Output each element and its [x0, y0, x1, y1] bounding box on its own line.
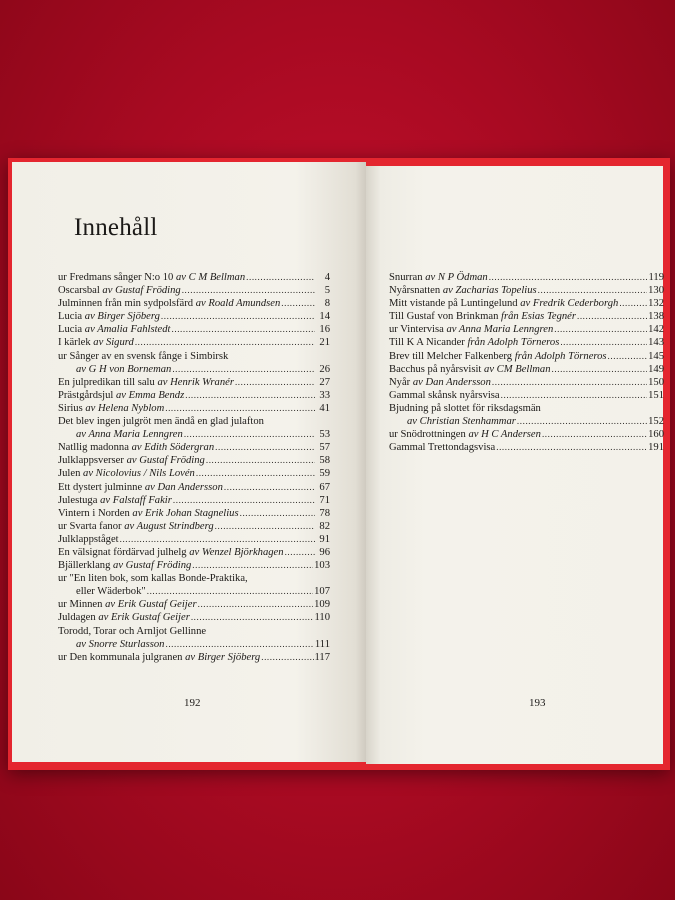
right-page: [366, 166, 663, 764]
toc-entry-author: av Dan Andersson: [412, 376, 491, 388]
toc-leader-dots: [161, 310, 315, 323]
toc-entry: [389, 428, 664, 441]
toc-entry-author: av Erik Johan Stagnelius: [132, 507, 239, 519]
toc-entry-title: [389, 441, 495, 454]
toc-entry-page: 152: [648, 416, 664, 428]
toc-entry-title: [58, 271, 245, 284]
toc-entry-title: [58, 350, 228, 363]
toc-entry-page: 57: [319, 442, 330, 454]
toc-entry-page: 91: [319, 533, 330, 545]
toc-entry-work: Julminnen från min sydpolsfärd: [58, 298, 196, 310]
toc-leader-dots: [172, 323, 316, 336]
toc-entry-author: från Adolph Törneros: [514, 350, 607, 362]
toc-entry-title: [58, 336, 134, 349]
toc-entry: [389, 323, 664, 336]
toc-entry-author: av N P Ödman: [425, 272, 488, 283]
toc-entry: [58, 336, 330, 349]
toc-leader-dots: [501, 389, 647, 402]
toc-entry: [389, 415, 664, 428]
toc-entry-page: 117: [314, 651, 330, 663]
toc-leader-dots: [246, 271, 315, 284]
toc-entry-title: [389, 389, 500, 402]
page-title: Innehåll: [74, 214, 158, 241]
toc-leader-dots: [240, 507, 315, 520]
toc-entry-page: 33: [319, 389, 330, 401]
toc-entry-title: [389, 297, 618, 310]
toc-leader-dots: [191, 611, 314, 624]
toc-entry-page: 82: [319, 520, 330, 532]
toc-leader-dots: [235, 376, 315, 389]
toc-leader-dots: [261, 651, 313, 664]
toc-entry-page: 191: [648, 442, 664, 454]
toc-entry-title: [389, 310, 576, 323]
toc-right-list: [389, 271, 664, 454]
toc-entry: [389, 310, 664, 323]
toc-entry-work: ur Minnen: [58, 599, 106, 611]
toc-entry-work: Bjällerklang: [58, 560, 114, 572]
toc-entry-work: Bacchus på nyårsvisit: [389, 363, 485, 375]
toc-entry-work: Brev till Melcher Falkenberg: [389, 350, 515, 362]
toc-entry-page: 145: [648, 350, 664, 362]
toc-entry-title: [58, 625, 206, 638]
toc-entry: [58, 363, 330, 376]
toc-entry-author: av Sigurd: [93, 337, 134, 349]
toc-entry-title: [58, 402, 164, 415]
toc-leader-dots: [517, 415, 647, 428]
toc-entry-page: 78: [319, 507, 330, 519]
toc-entry-page: 4: [324, 272, 330, 283]
toc-entry-page: 110: [314, 612, 330, 624]
toc-entry-title: [58, 481, 223, 494]
toc-entry-page: 111: [314, 638, 330, 650]
toc-entry-title: [389, 284, 537, 297]
toc-entry-author: av Falstaff Fakir: [100, 494, 172, 506]
toc-leader-dots: [206, 454, 315, 467]
toc-leader-dots: [215, 441, 315, 454]
toc-entry-title: [58, 611, 190, 624]
toc-entry-page: 27: [319, 376, 330, 388]
toc-leader-dots: [492, 376, 647, 389]
toc-entry-title: [58, 428, 183, 441]
toc-entry: [58, 625, 330, 638]
toc-entry-page: 142: [648, 324, 664, 336]
toc-entry-work: ur Vintervisa: [389, 324, 447, 336]
toc-entry: [58, 467, 330, 480]
toc-entry-page: 21: [319, 337, 330, 349]
toc-entry-work: Torodd, Torar och Arnljot Gellinne: [58, 625, 207, 637]
toc-entry-work: Julklappståget: [58, 533, 119, 545]
toc-entry-author: av Emma Bendz: [115, 389, 185, 401]
toc-entry-work: Nyår: [389, 376, 413, 388]
toc-entry: [58, 428, 330, 441]
toc-entry-author: av Erik Gustaf Geijer: [98, 612, 190, 624]
toc-entry-title: [58, 651, 260, 664]
toc-entry-title: [58, 297, 280, 310]
toc-entry-work: Juldagen: [58, 612, 99, 624]
toc-leader-dots: [489, 271, 648, 284]
toc-entry-author: av Erik Gustaf Geijer: [105, 599, 197, 611]
toc-entry-work: ur Den kommunala julgranen: [58, 651, 186, 663]
toc-entry-title: [58, 638, 164, 651]
toc-entry-author: av Birger Sjöberg: [185, 651, 261, 663]
toc-entry-title: [58, 441, 214, 454]
toc-entry: [389, 297, 664, 310]
toc-entry-page: 138: [648, 311, 664, 323]
toc-entry-title: [389, 271, 488, 284]
toc-entry: [58, 559, 330, 572]
toc-entry-author: av H C Andersen: [468, 429, 541, 441]
toc-entry-work: Snurran: [389, 272, 426, 283]
toc-entry: [389, 363, 664, 376]
toc-entry: [58, 481, 330, 494]
toc-entry-page: 107: [314, 586, 330, 598]
toc-entry-work: ur Sånger av en svensk fånge i Simbirsk: [58, 350, 229, 362]
toc-entry-author: av Edith Södergran: [131, 442, 215, 454]
toc-entry: [389, 350, 664, 363]
toc-entry-work: Prästgårdsjul: [58, 389, 116, 401]
toc-entry-title: [58, 507, 239, 520]
toc-entry-page: 132: [648, 298, 664, 310]
toc-entry-title: [58, 363, 171, 376]
toc-entry-work: Till Gustaf von Brinkman: [389, 311, 502, 323]
toc-entry-author: av Gustaf Fröding: [126, 455, 205, 467]
toc-entry-author: av Anna Maria Lenngren: [446, 324, 554, 336]
toc-entry-page: 119: [648, 272, 664, 283]
toc-entry: [58, 454, 330, 467]
toc-entry: [58, 611, 330, 624]
toc-leader-dots: [147, 585, 313, 598]
toc-entry-work: Det blev ingen julgröt men ändå en glad julafton: [58, 416, 264, 428]
toc-entry: [58, 323, 330, 336]
toc-entry-page: 14: [319, 311, 330, 323]
toc-entry-author: av G H von Borneman: [76, 363, 172, 375]
toc-leader-dots: [198, 598, 314, 611]
toc-entry-author: av Nicolovius / Nils Lovén: [83, 468, 195, 480]
toc-entry: [58, 533, 330, 546]
toc-entry: [58, 402, 330, 415]
toc-leader-dots: [182, 284, 315, 297]
toc-entry-page: 16: [319, 324, 330, 336]
toc-entry-work: Lucia: [58, 311, 85, 323]
toc-leader-dots: [173, 494, 315, 507]
toc-entry-title: [58, 559, 191, 572]
toc-entry-work: Julestuga: [58, 494, 101, 506]
toc-entry-author: av Gustaf Fröding: [113, 560, 192, 572]
toc-entry-title: [58, 546, 284, 559]
toc-entry-title: [389, 402, 541, 415]
toc-entry-author: av Henrik Wranér: [157, 376, 234, 388]
toc-entry-title: [389, 376, 491, 389]
toc-entry-work: ur Svarta fanor: [58, 520, 125, 532]
toc-entry-title: [58, 454, 205, 467]
toc-entry-work: Lucia: [58, 324, 85, 336]
toc-entry-work: Julen: [58, 468, 84, 480]
toc-entry-page: 53: [319, 429, 330, 441]
toc-entry-author: av CM Bellman: [484, 363, 551, 375]
toc-entry-author: av Amalia Fahlstedt: [84, 324, 171, 336]
toc-entry-page: 58: [319, 455, 330, 467]
toc-entry-author: av Wenzel Björkhagen: [189, 546, 284, 558]
toc-entry-title: [389, 428, 541, 441]
toc-entry: [58, 546, 330, 559]
toc-leader-dots: [184, 428, 315, 441]
toc-entry-title: [58, 376, 234, 389]
toc-leader-dots: [120, 533, 315, 546]
toc-entry-work: Oscarsbal: [58, 285, 103, 297]
toc-entry: [58, 271, 330, 284]
toc-entry-page: 151: [648, 389, 664, 401]
toc-entry: [58, 415, 330, 428]
toc-entry-title: [58, 284, 181, 297]
toc-entry-page: 59: [319, 468, 330, 480]
toc-entry-title: [389, 323, 553, 336]
toc-entry-work: eller Wäderbok": [76, 586, 146, 598]
toc-entry: [389, 402, 664, 415]
toc-leader-dots: [560, 336, 647, 349]
toc-entry-author: av Helena Nyblom: [85, 402, 165, 414]
toc-entry-title: [58, 323, 171, 336]
toc-entry-work: Ett dystert julminne: [58, 481, 145, 493]
toc-entry-work: Bjudning på slottet för riksdagsmän: [389, 402, 541, 414]
toc-leader-dots: [538, 284, 647, 297]
toc-leader-dots: [192, 559, 313, 572]
toc-leader-dots: [542, 428, 647, 441]
toc-entry-page: 71: [319, 494, 330, 506]
toc-entry: [58, 284, 330, 297]
toc-entry-work: En välsignat fördärvad julhelg: [58, 546, 190, 558]
toc-entry-title: [58, 533, 119, 546]
toc-entry-title: [58, 585, 146, 598]
toc-entry-title: [58, 572, 248, 585]
toc-leader-dots: [165, 402, 315, 415]
toc-entry: [58, 350, 330, 363]
toc-entry-author: av Dan Andersson: [144, 481, 223, 493]
toc-entry-page: 130: [648, 285, 664, 297]
toc-entry-author: av August Strindberg: [124, 520, 214, 532]
toc-leader-dots: [285, 546, 315, 559]
toc-entry-title: [389, 415, 516, 428]
toc-entry: [389, 441, 664, 454]
toc-leader-dots: [172, 363, 315, 376]
toc-entry: [58, 585, 330, 598]
toc-entry-page: 109: [314, 599, 330, 611]
toc-entry: [58, 572, 330, 585]
toc-entry: [58, 520, 330, 533]
toc-leader-dots: [215, 520, 315, 533]
toc-entry-page: 96: [319, 546, 330, 558]
toc-entry: [389, 271, 664, 284]
toc-entry: [389, 376, 664, 389]
toc-entry: [389, 336, 664, 349]
toc-entry: [58, 494, 330, 507]
toc-entry-page: 5: [324, 285, 330, 297]
toc-entry-work: Vintern i Norden: [58, 507, 133, 519]
toc-entry: [58, 598, 330, 611]
toc-entry-work: I kärlek: [58, 337, 94, 349]
toc-entry: [58, 297, 330, 310]
toc-entry-page: 149: [648, 363, 664, 375]
toc-entry-title: [58, 415, 264, 428]
toc-leader-dots: [185, 389, 315, 402]
toc-leader-dots: [281, 297, 315, 310]
toc-entry-work: ur "En liten bok, som kallas Bonde-Praktika,: [58, 573, 248, 585]
toc-entry: [58, 389, 330, 402]
toc-entry-page: 26: [319, 363, 330, 375]
toc-entry: [58, 651, 330, 664]
toc-entry-page: 150: [648, 376, 664, 388]
toc-leader-dots: [165, 638, 313, 651]
toc-entry-work: ur Fredmans sånger N:o 10: [58, 272, 176, 283]
toc-entry-work: En julpredikan till salu: [58, 376, 158, 388]
toc-entry: [58, 310, 330, 323]
toc-leader-dots: [608, 350, 648, 363]
toc-entry-title: [389, 363, 551, 376]
toc-entry-page: 8: [324, 298, 330, 310]
right-page-number: 193: [529, 697, 546, 709]
toc-entry-author: från Esias Tegnér: [501, 311, 576, 323]
toc-entry-author: av Birger Sjöberg: [84, 311, 160, 323]
toc-leader-dots: [196, 467, 315, 480]
toc-entry-author: av Fredrik Cederborgh: [520, 298, 619, 310]
toc-entry-work: Gammal Trettondagsvisa: [389, 442, 496, 454]
toc-entry-page: 103: [314, 560, 330, 572]
toc-entry: [389, 284, 664, 297]
toc-entry-page: 67: [319, 481, 330, 493]
toc-entry-title: [58, 310, 160, 323]
toc-entry-work: Natllig madonna: [58, 442, 132, 454]
toc-leader-dots: [619, 297, 647, 310]
toc-entry-author: av Zacharias Topelius: [442, 285, 537, 297]
toc-entry-work: Mitt vistande på Luntingelund: [389, 298, 521, 310]
toc-entry-title: [58, 389, 184, 402]
toc-leader-dots: [496, 441, 647, 454]
toc-entry-work: Gammal skånsk nyårsvisa: [389, 389, 500, 401]
toc-entry-title: [389, 350, 607, 363]
toc-entry-author: från Adolph Törneros: [467, 337, 560, 349]
toc-entry-title: [58, 598, 197, 611]
toc-entry-work: ur Snödrottningen: [389, 429, 469, 441]
toc-entry-author: av Gustaf Fröding: [102, 285, 181, 297]
toc-entry-page: 41: [319, 402, 330, 414]
toc-entry-author: av Christian Stenhammar: [407, 416, 516, 428]
toc-entry-author: av Roald Amundsen: [195, 298, 281, 310]
toc-leader-dots: [552, 363, 648, 376]
toc-entry-title: [58, 494, 172, 507]
toc-entry-work: Till K A Nicander: [389, 337, 468, 349]
toc-entry-page: 143: [648, 337, 664, 349]
toc-entry-author: av Snorre Sturlasson: [76, 638, 165, 650]
toc-entry: [58, 376, 330, 389]
toc-entry-work: Nyårsnatten: [389, 285, 443, 297]
toc-entry-title: [58, 520, 214, 533]
left-page-number: 192: [184, 697, 201, 709]
toc-entry: [58, 638, 330, 651]
toc-entry-title: [58, 467, 195, 480]
toc-entry: [58, 507, 330, 520]
toc-leader-dots: [554, 323, 647, 336]
toc-entry-author: av Anna Maria Lenngren: [76, 429, 183, 441]
toc-entry-page: 160: [648, 429, 664, 441]
toc-leader-dots: [224, 481, 315, 494]
toc-leader-dots: [577, 310, 647, 323]
toc-entry-work: Sirius: [58, 402, 86, 414]
toc-entry-title: [389, 336, 559, 349]
toc-leader-dots: [135, 336, 315, 349]
toc-left-list: [58, 271, 330, 664]
toc-entry-work: Julklappsverser: [58, 455, 127, 467]
toc-entry: [58, 441, 330, 454]
toc-entry: [389, 389, 664, 402]
toc-entry-author: av C M Bellman: [175, 272, 246, 283]
